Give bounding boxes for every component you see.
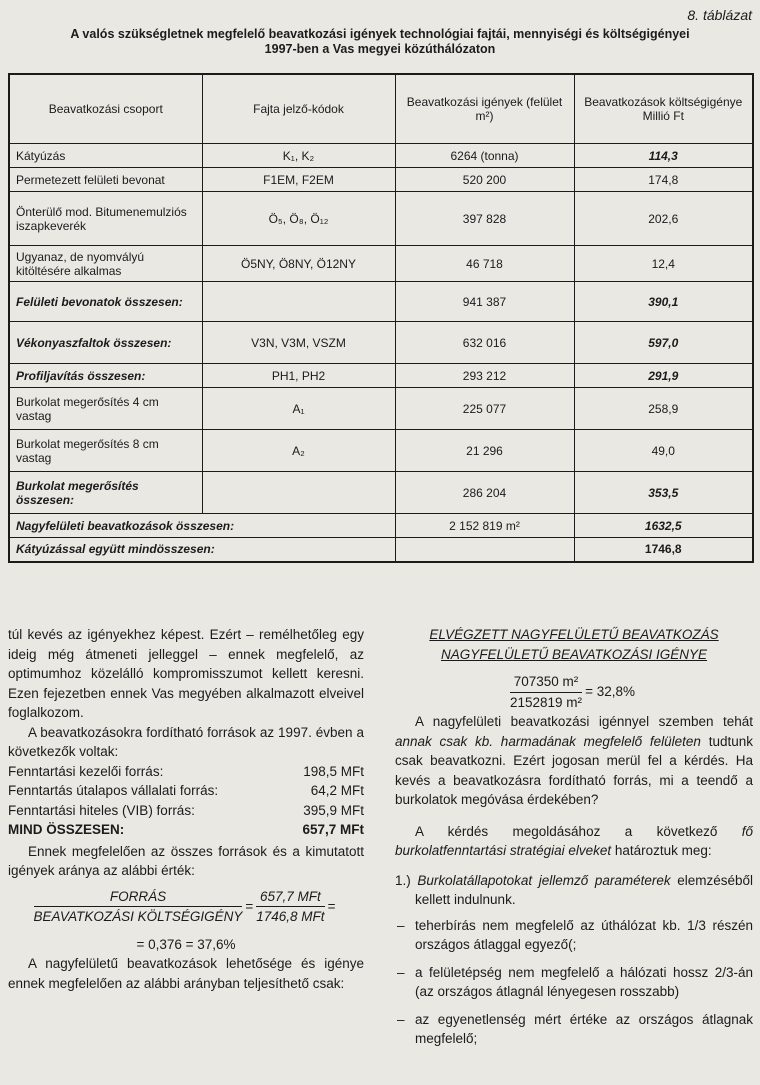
ratio-denominator: BEAVATKOZÁSI KÖLTSÉGIGÉNY xyxy=(33,909,243,924)
cell-area: 21 296 xyxy=(395,430,574,472)
bullet-list xyxy=(395,916,753,1049)
cell-area: 941 387 xyxy=(395,282,574,322)
source-value: 64,2 MFt xyxy=(310,783,364,798)
table-row xyxy=(9,388,753,430)
left-paragraph-4: A nagyfelületű beavatkozások lehetősége és igénye ennek megfelelően az alábbi arányban teljesíthető csak: xyxy=(8,956,364,991)
cell-area: 397 828 xyxy=(395,192,574,246)
cell-group: Kátyúzás xyxy=(9,144,202,168)
cell-cost: 390,1 xyxy=(574,282,753,322)
cell-cost: 12,4 xyxy=(574,246,753,282)
cell-area: 632 016 xyxy=(395,322,574,364)
cell-codes: A₂ xyxy=(202,430,395,472)
source-value: 198,5 MFt xyxy=(303,763,364,779)
cell-codes: V3N, V3M, VSZM xyxy=(202,322,395,364)
table-number: 8. táblázat xyxy=(687,7,752,23)
cell-group: Önterülő mod. Bitumenemulziós iszapkeverék xyxy=(9,192,202,246)
ratio-formula: $\frac{\text{FORRÁS}}{\text{BEAVATKOZÁSI KÖLTSÉGIGÉNY}}$ = $\frac{\text{657,7 MFt}}{\text{1746,8 MFt}}$ = xyxy=(8,887,364,927)
header-cost: Beavatkozások költségigénye Millió Ft xyxy=(574,74,753,144)
right-column xyxy=(395,625,753,1057)
ratio-result: = 0,376 = 37,6% xyxy=(136,936,236,952)
title-line-1: A valós szükségletnek megfelelő beavatkozási igények technológiai fajtái, mennyiségi és költségigényei xyxy=(70,27,690,41)
title-line-2: 1997-ben a Vas megyei közúthálózaton xyxy=(264,42,496,56)
cell-cost: 49,0 xyxy=(574,430,753,472)
table-row xyxy=(9,144,753,168)
table-row xyxy=(9,322,753,364)
table-header-row xyxy=(9,74,753,144)
grand-total-label: Kátyúzással együtt mindösszesen: xyxy=(9,538,395,562)
header-codes: Fajta jelző-kódok xyxy=(202,74,395,144)
cell-codes xyxy=(202,282,395,322)
cell-area: 286 204 xyxy=(395,472,574,514)
left-paragraph-1: túl kevés az igényekhez képest. Ezért – remélhetőleg egy ideig még átmeneti jelleggel – ennek megfelelő, az optimumhoz közelálló kompromisszumot kellett keresni. Ezen fejezetben ennek Vas megyében alkalmazott elveivel foglalkozom. xyxy=(8,627,364,720)
right-paragraph-1: A nagyfelületi beavatkozási igénnyel szemben tehát annak csak kb. harmadának megfelelő felületen tudtunk csak beavatkozni. Ezért jogosan merül fel a kérdés. Ha kevés a beavatkozásra fordítható forrás, mi a teendő a burkolatok megóvása érdekében? xyxy=(395,714,753,807)
sources-list xyxy=(8,762,364,821)
area-numerator: 707350 m² xyxy=(510,672,582,693)
table-row xyxy=(9,246,753,282)
cell-group: Permetezett felületi bevonat xyxy=(9,168,202,192)
table-row xyxy=(9,472,753,514)
sources-sum xyxy=(8,820,364,840)
table-row xyxy=(9,364,753,388)
cell-cost: 174,8 xyxy=(574,168,753,192)
cell-cost: 114,3 xyxy=(574,144,753,168)
right-paragraph-2: A kérdés megoldásához a következő fő burkolatfenntartási stratégiai elveket határoztuk meg: xyxy=(395,823,753,858)
table-row xyxy=(9,168,753,192)
cell-cost: 258,9 xyxy=(574,388,753,430)
ratio-value-numerator: 657,7 MFt xyxy=(256,887,324,908)
cell-area: 46 718 xyxy=(395,246,574,282)
heading-denominator: NAGYFELÜLETŰ BEAVATKOZÁSI IGÉNYE xyxy=(440,646,708,662)
cell-group: Burkolat megerősítés összesen: xyxy=(9,472,202,514)
cell-group: Profiljavítás összesen: xyxy=(9,364,202,388)
source-value: 395,9 MFt xyxy=(303,802,364,818)
cell-codes: Ö5NY, Ö8NY, Ö12NY xyxy=(202,246,395,282)
total-label: Nagyfelületi beavatkozások összesen: xyxy=(9,514,395,538)
cell-codes: A₁ xyxy=(202,388,395,430)
source-row xyxy=(8,801,364,821)
cell-group: Burkolat megerősítés 8 cm vastag xyxy=(9,430,202,472)
ratio-numerator: FORRÁS xyxy=(34,887,243,908)
sum-label: MIND ÖSSZESEN: xyxy=(8,822,125,837)
area-result: = 32,8% xyxy=(585,684,635,700)
source-label: Fenntartási hiteles (VIB) forrás: xyxy=(8,802,195,818)
header-area: Beavatkozási igények (felület m²) xyxy=(395,74,574,144)
cell-codes: Ö₅, Ö₈, Ö₁₂ xyxy=(202,192,395,246)
cell-area: 225 077 xyxy=(395,388,574,430)
sum-value: 657,7 MFt xyxy=(302,822,364,837)
ratio-value-denominator: 1746,8 MFt xyxy=(256,909,325,924)
right-item-1: 1.) Burkolatállapotokat jellemző paraméterek elemzéséből kellett indulnunk. xyxy=(395,872,753,907)
cell-cost: 202,6 xyxy=(574,192,753,246)
cell-group: Ugyanaz, de nyomvályú kitöltésére alkalmas xyxy=(9,246,202,282)
source-label: Fenntartási kezelői forrás: xyxy=(8,763,164,779)
source-label: Fenntartás útalapos vállalati forrás: xyxy=(8,783,219,798)
source-row xyxy=(8,762,364,782)
bullet-item: – teherbírás nem megfelelő az úthálózat kb. 1/3 részén országos átlaggal egyező(; xyxy=(395,916,753,955)
grand-total-row xyxy=(9,538,753,562)
data-table xyxy=(8,73,754,563)
cell-group: Vékonyaszfaltok összesen: xyxy=(9,322,202,364)
table-row xyxy=(9,430,753,472)
total-cost: 1632,5 xyxy=(574,514,753,538)
cell-area: 6264 (tonna) xyxy=(395,144,574,168)
cell-cost: 353,5 xyxy=(574,472,753,514)
bullet-item: – az egyenetlenség mért értéke az országos átlagnak megfelelő; xyxy=(395,1010,753,1049)
total-row-large xyxy=(9,514,753,538)
source-row xyxy=(8,781,364,801)
cell-codes: PH1, PH2 xyxy=(202,364,395,388)
cell-codes: K₁, K₂ xyxy=(202,144,395,168)
table-row xyxy=(9,282,753,322)
left-column xyxy=(8,625,364,993)
area-formula xyxy=(395,672,753,712)
bullet-item: – a felületépség nem megfelelő a hálózati hossz 2/3-án (az országos átlagnál lényegesen rosszabb) xyxy=(395,963,753,1002)
heading-numerator: ELVÉGZETT NAGYFELÜLETŰ BEAVATKOZÁS xyxy=(429,627,719,642)
area-denominator: 2152819 m² xyxy=(510,694,583,710)
table-title xyxy=(0,27,760,57)
cell-codes xyxy=(202,472,395,514)
cell-group: Felületi bevonatok összesen: xyxy=(9,282,202,322)
table-row xyxy=(9,192,753,246)
heading-fraction xyxy=(395,625,753,664)
cell-cost: 597,0 xyxy=(574,322,753,364)
cell-group: Burkolat megerősítés 4 cm vastag xyxy=(9,388,202,430)
grand-total-empty xyxy=(395,538,574,562)
left-paragraph-3: Ennek megfelelően az összes források és a kimutatott igények aránya az alábbi érték: xyxy=(8,843,364,878)
total-area: 2 152 819 m² xyxy=(395,514,574,538)
header-group: Beavatkozási csoport xyxy=(9,74,202,144)
grand-total-cost: 1746,8 xyxy=(574,538,753,562)
left-paragraph-2: A beavatkozásokra fordítható források az 1997. évben a következők voltak: xyxy=(8,724,364,759)
cell-area: 520 200 xyxy=(395,168,574,192)
cell-codes: F1EM, F2EM xyxy=(202,168,395,192)
cell-area: 293 212 xyxy=(395,364,574,388)
cell-cost: 291,9 xyxy=(574,364,753,388)
